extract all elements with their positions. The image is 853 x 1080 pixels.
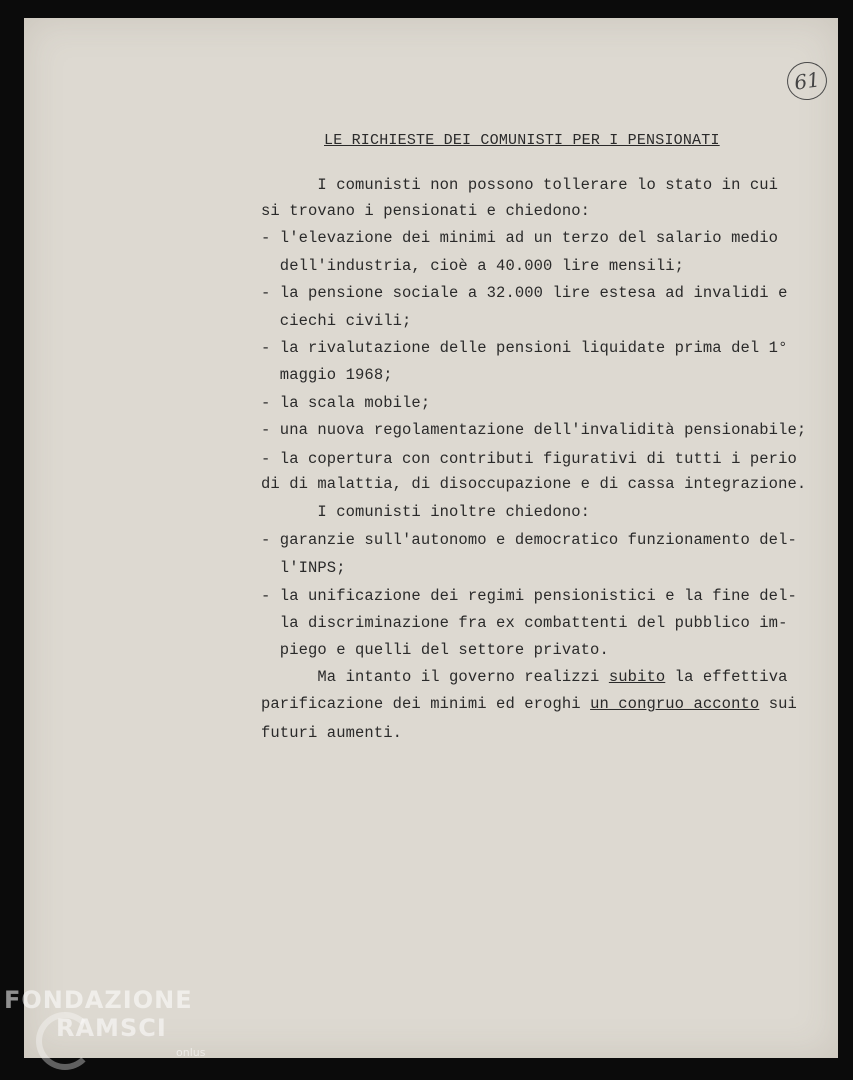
body-line — [261, 668, 788, 686]
body-line: I comunisti inoltre chiedono: — [261, 503, 591, 521]
body-line: piego e quelli del settore privato. — [261, 641, 609, 659]
body-line: - la pensione sociale a 32.000 lire estesa ad invalidi e — [261, 284, 788, 302]
logo-line-2: RAMSCI — [56, 1014, 167, 1042]
body-line: ciechi civili; — [261, 312, 412, 330]
underlined-phrase: subito — [608, 668, 666, 686]
logo-suffix: onlus — [176, 1046, 206, 1059]
body-line: l'INPS; — [261, 559, 346, 577]
body-line: futuri aumenti. — [261, 724, 403, 742]
line-segment: sui — [759, 695, 797, 713]
body-line: la discriminazione fra ex combattenti del pubblico im- — [261, 614, 788, 632]
body-line: - garanzie sull'autonomo e democratico funzionamento del- — [261, 531, 797, 549]
body-line: maggio 1968; — [261, 366, 393, 384]
body-line: - l'elevazione dei minimi ad un terzo del salario medio — [261, 229, 779, 247]
line-segment: parificazione dei minimi ed eroghi — [261, 695, 591, 713]
logo-line-1: FONDAZIONE — [4, 986, 193, 1014]
body-line: - la rivalutazione delle pensioni liquidate prima del 1° — [261, 339, 788, 357]
body-line: - la scala mobile; — [261, 394, 431, 412]
fondazione-gramsci-logo — [4, 986, 219, 1076]
body-line: - una nuova regolamentazione dell'invalidità pensionabile; — [261, 421, 807, 439]
document-page — [24, 18, 838, 1058]
body-line: dell'industria, cioè a 40.000 lire mensili; — [261, 257, 685, 275]
body-line: - la copertura con contributi figurativi di tutti i perio — [261, 450, 797, 468]
line-segment: Ma intanto il governo realizzi — [261, 668, 609, 686]
body-line: si trovano i pensionati e chiedono: — [261, 202, 591, 220]
line-segment: la effettiva — [665, 668, 788, 686]
document-title: LE RICHIESTE DEI COMUNISTI PER I PENSIONATI — [324, 132, 720, 149]
underlined-phrase: un congruo acconto — [590, 695, 760, 713]
body-line: - la unificazione dei regimi pensionistici e la fine del- — [261, 587, 797, 605]
body-line — [261, 695, 797, 713]
body-line: I comunisti non possono tollerare lo stato in cui — [261, 176, 779, 194]
body-line: di di malattia, di disoccupazione e di cassa integrazione. — [261, 475, 807, 493]
page-number-stamp: 61 — [785, 59, 830, 102]
